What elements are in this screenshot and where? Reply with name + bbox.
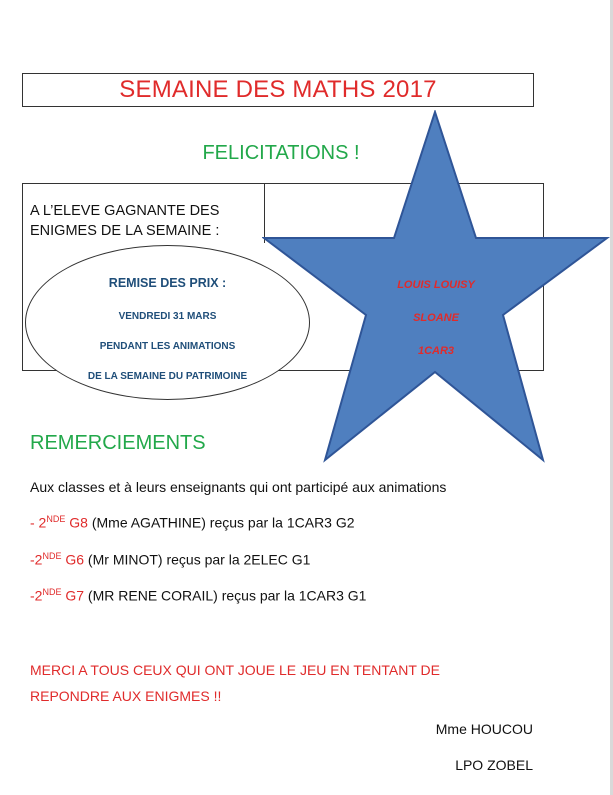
congrats-heading: FELICITATIONS ! — [202, 142, 360, 164]
closing-message — [30, 657, 500, 709]
prize-heading: REMISE DES PRIX : — [108, 276, 227, 290]
prize-line-animations: PENDANT LES ANIMATIONS — [99, 341, 236, 352]
winner-class: 1CAR3 — [417, 345, 455, 357]
item-sup: NDE — [42, 551, 62, 561]
item-group: G6 — [61, 551, 85, 568]
item-group: G8 — [65, 514, 88, 531]
item-prefix: - 2 — [30, 514, 47, 531]
winner-label-line1: A L’ELEVE GAGNANTE DES — [30, 203, 220, 219]
prize-line-week: DE LA SEMAINE DU PATRIMOINE — [87, 371, 248, 382]
winner-name-1: LOUIS LOUISY — [397, 279, 475, 291]
closing-line2: REPONDRE AUX ENIGMES !! — [30, 688, 222, 704]
thanks-item — [30, 551, 310, 568]
thanks-intro: Aux classes et à leurs enseignants qui ont participé aux animations — [30, 479, 447, 495]
winner-label — [30, 201, 260, 241]
winner-label-line2: ENIGMES DE LA SEMAINE : — [30, 223, 220, 239]
item-sup: NDE — [42, 587, 62, 597]
item-rest: (Mme AGATHINE) reçus par la 1CAR3 G2 — [87, 514, 355, 531]
thanks-item — [30, 514, 355, 531]
prize-line-date: VENDREDI 31 MARS — [118, 311, 217, 322]
page-title: SEMAINE DES MATHS 2017 — [119, 76, 437, 103]
item-rest: (MR RENE CORAIL) reçus par la 1CAR3 G1 — [84, 587, 367, 604]
title-box — [22, 73, 534, 107]
item-sup: NDE — [46, 514, 66, 524]
item-prefix: -2 — [30, 551, 43, 568]
item-rest: (Mr MINOT) reçus par la 2ELEC G1 — [84, 551, 311, 568]
item-group: G7 — [61, 587, 85, 604]
winner-name-2: SLOANE — [413, 312, 459, 324]
thanks-item — [30, 587, 366, 604]
signature-school: LPO ZOBEL — [455, 757, 533, 773]
closing-line1: MERCI A TOUS CEUX QUI ONT JOUE LE JEU EN TENTANT DE — [30, 662, 440, 678]
signature-name: Mme HOUCOU — [435, 721, 533, 737]
item-prefix: -2 — [30, 587, 43, 604]
thanks-heading: REMERCIEMENTS — [30, 432, 206, 454]
